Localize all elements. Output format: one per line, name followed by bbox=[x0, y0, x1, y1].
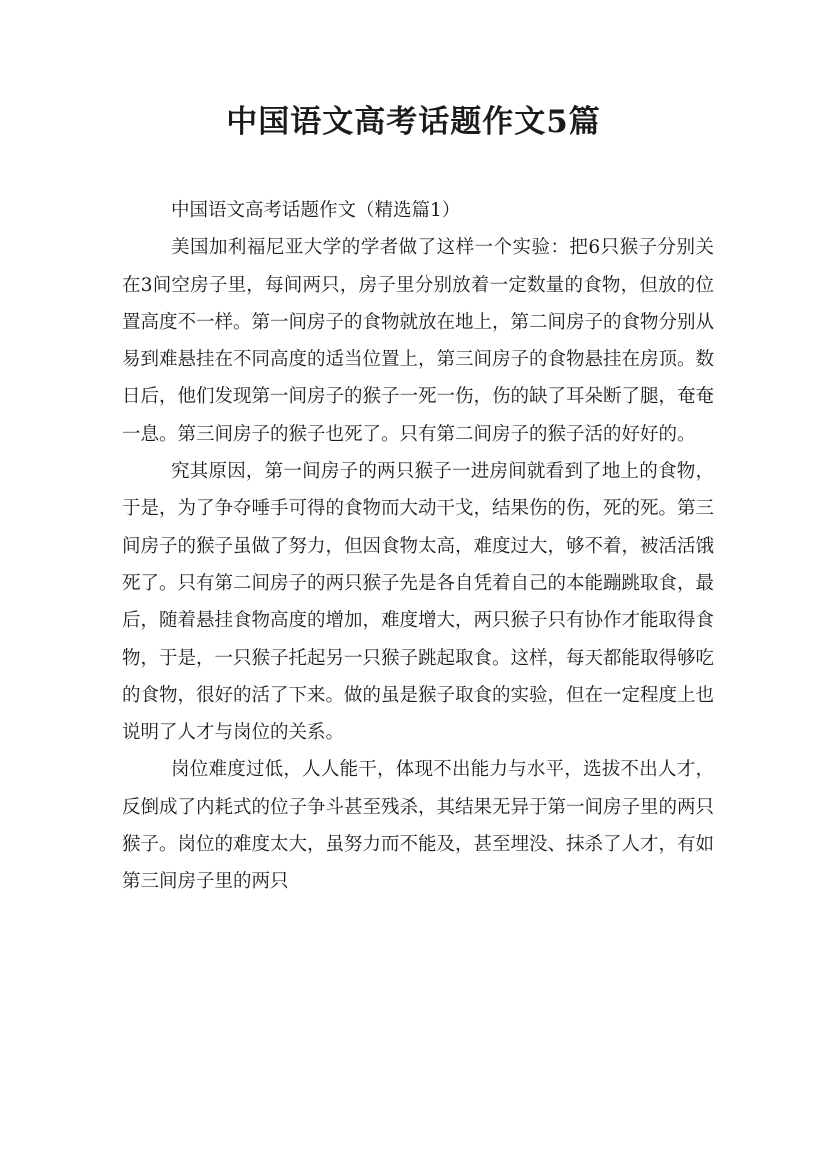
paragraph-3: 岗位难度过低，人人能干，体现不出能力与水平，选拔不出人才，反倒成了内耗式的位子争斗甚至残杀，其结果无异于第一间房子里的两只猴子。岗位的难度太大，虽努力而不能及，甚至埋没、抹杀了人才，有如第三间房子里的两只 bbox=[122, 759, 715, 893]
paragraph-1: 美国加利福尼亚大学的学者做了这样一个实验：把6只猴子分别关在3间空房子里，每间两只，房子里分别放着一定数量的食物，但放的位置高度不一样。第一间房子的食物就放在地上，第二间房子的食物分别从易到难悬挂在不同高度的适当位置上，第三间房子的食物悬挂在房顶。数日后，他们发现第一间房子的猴子一死一伤，伤的缺了耳朵断了腿，奄奄一息。第三间房子的猴子也死了。只有第二间房子的猴子活的好好的。 bbox=[122, 237, 715, 445]
document-title: 中国语文高考话题作文5篇 bbox=[226, 104, 601, 140]
paragraph-2: 究其原因，第一间房子的两只猴子一进房间就看到了地上的食物，于是，为了争夺唾手可得的食物而大动干戈，结果伤的伤，死的死。第三间房子的猴子虽做了努力，但因食物太高，难度过大，够不着，被活活饿死了。只有第二间房子的两只猴子先是各自凭着自己的本能蹦跳取食，最后，随着悬挂食物高度的增加，难度增大，两只猴子只有协作才能取得食物，于是，一只猴子托起另一只猴子跳起取食。这样，每天都能取得够吃的食物，很好的活了下来。做的虽是猴子取食的实验，但在一定程度上也说明了人才与岗位的关系。 bbox=[122, 461, 715, 744]
document-body bbox=[122, 192, 714, 901]
section-heading: 中国语文高考话题作文（精选篇1） bbox=[171, 200, 461, 221]
